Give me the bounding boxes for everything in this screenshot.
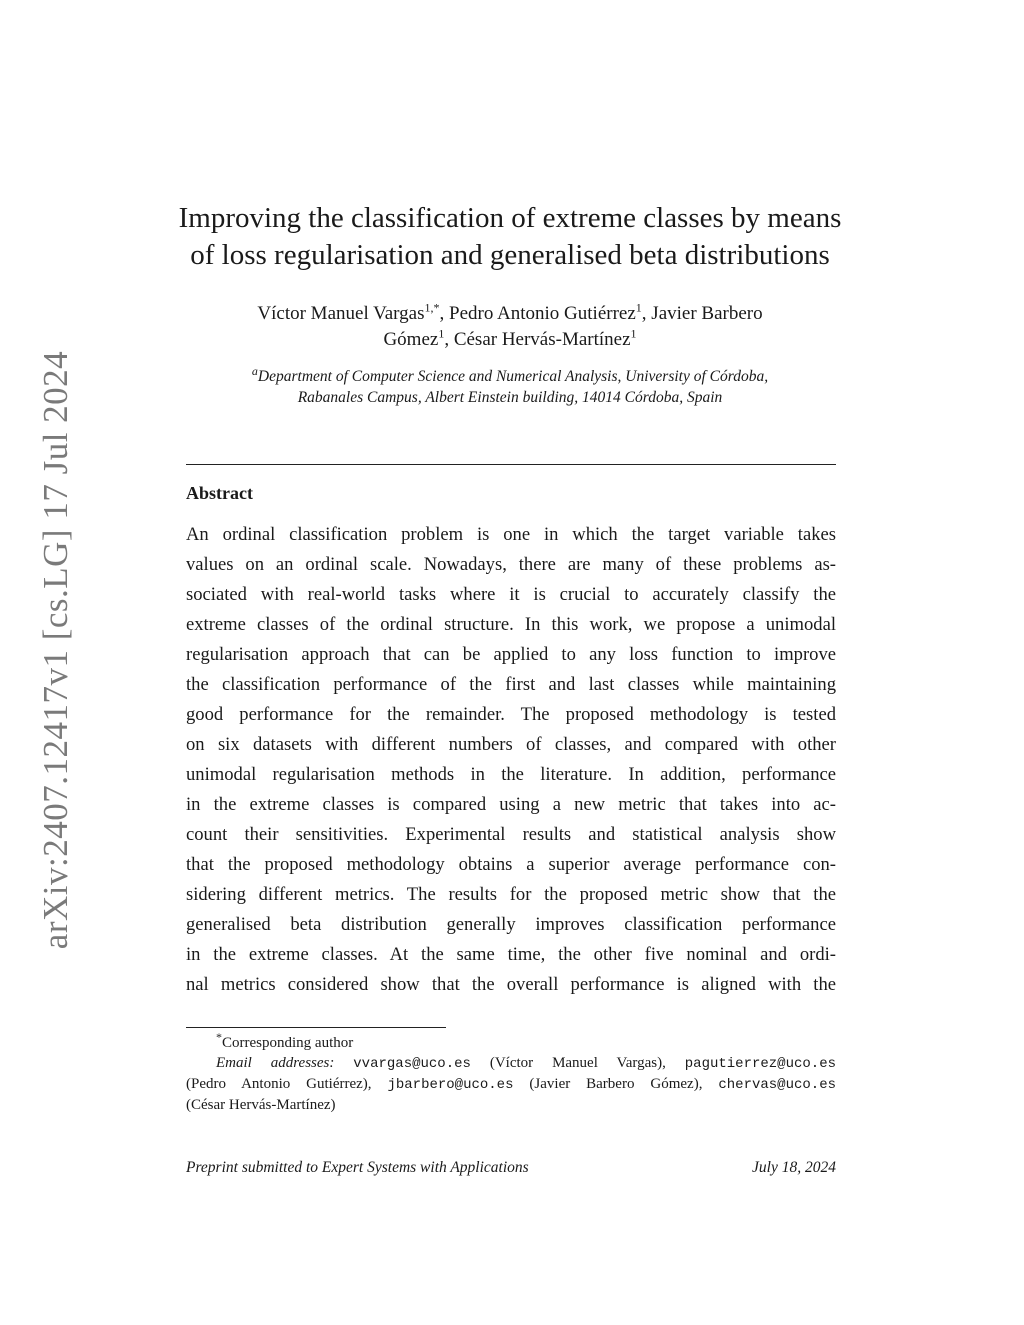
abstract-heading: Abstract (186, 483, 253, 503)
paper-title (120, 200, 900, 274)
abstract-line: in the extreme classes is compared using a new metric that takes into ac- (186, 794, 836, 815)
email-label: Email addresses: (216, 1055, 335, 1071)
author-list (140, 301, 880, 353)
author-name: , Pedro Antonio Gutiérrez (439, 303, 636, 324)
abstract-line: good performance for the remainder. The proposed methodology is tested (186, 704, 836, 725)
arxiv-identifier: arXiv:2407.12417v1 [cs.LG] 17 Jul 2024 (36, 350, 75, 950)
affiliation-line: $^a$Department of Computer Science and Numerical Analysis, University of Córdoba, (251, 363, 769, 385)
abstract-line: in the extreme classes. At the same time, the other five nominal and ordi- (186, 944, 836, 965)
affiliation-line: Rabanales Campus, Albert Einstein building, 14014 Córdoba, Spain (297, 389, 723, 406)
email-link[interactable]: chervas@uco.es (718, 1077, 836, 1093)
abstract-line: nal metrics considered show that the overall performance is aligned with the (186, 974, 836, 995)
abstract-line: regularisation approach that can be applied to any loss function to improve (186, 644, 836, 665)
abstract-top-rule (186, 464, 836, 465)
author-name: , César Hervás-Martínez (444, 329, 631, 350)
corresponding-author-note: *Corresponding author (216, 1030, 354, 1051)
author-affiliation-mark: 1 (630, 326, 637, 341)
abstract-line: extreme classes of the ordinal structure. In this work, we propose a unimodal (186, 614, 836, 635)
author-name: Gómez (383, 329, 439, 350)
title-line: of loss regularisation and generalised beta distributions (190, 239, 830, 271)
author-line (140, 327, 880, 353)
abstract-line: generalised beta distribution generally improves classification performance (186, 914, 836, 935)
abstract-line: the classification performance of the first and last classes while maintaining (186, 674, 836, 695)
email-line: (César Hervás-Martínez) (186, 1097, 336, 1113)
author-affiliation-mark: 1 (438, 326, 445, 341)
page-footer (186, 1159, 836, 1177)
author-name: , Javier Barbero (641, 303, 763, 324)
abstract-line: values on an ordinal scale. Nowadays, there are many of these problems as- (186, 554, 836, 575)
abstract-line: sociated with real-world tasks where it is crucial to accurately classify the (186, 584, 836, 605)
footnote-rule (186, 1027, 446, 1028)
footnotes (186, 1030, 836, 1115)
abstract-line: on six datasets with different numbers of classes, and compared with other (186, 734, 836, 755)
email-link[interactable]: pagutierrez@uco.es (684, 1056, 836, 1072)
footer-submission: Preprint submitted to Expert Systems with Applications (186, 1159, 529, 1176)
affiliation-mark: a (251, 363, 258, 378)
abstract-line: that the proposed methodology obtains a superior average performance con- (186, 854, 836, 875)
footer-date: July 18, 2024 (752, 1159, 836, 1176)
abstract-line: count their sensitivities. Experimental results and statistical analysis show (186, 824, 836, 845)
email-line: Email addresses: vvargas@uco.es (Víctor Manuel Vargas), pagutierrez@uco.es (216, 1055, 836, 1072)
abstract-line: An ordinal classification problem is one in which the target variable takes (186, 524, 836, 545)
email-link[interactable]: vvargas@uco.es (353, 1056, 471, 1072)
corresponding-mark: * (216, 1030, 222, 1044)
author-affiliation-mark: 1 (635, 300, 642, 315)
affiliation (140, 363, 880, 408)
email-line: (Pedro Antonio Gutiérrez), jbarbero@uco.es (Javier Barbero Gómez), chervas@uco.es (186, 1076, 836, 1093)
author-name: Víctor Manuel Vargas (257, 303, 425, 324)
author-line (140, 301, 880, 327)
author-affiliation-mark: 1,* (424, 300, 440, 315)
title-line: Improving the classification of extreme classes by means (178, 202, 842, 234)
email-link[interactable]: jbarbero@uco.es (387, 1077, 514, 1093)
abstract-line: unimodal regularisation methods in the literature. In addition, performance (186, 764, 836, 785)
abstract-line: sidering different metrics. The results for the proposed metric show that the (186, 884, 836, 905)
abstract-body (186, 520, 836, 1000)
